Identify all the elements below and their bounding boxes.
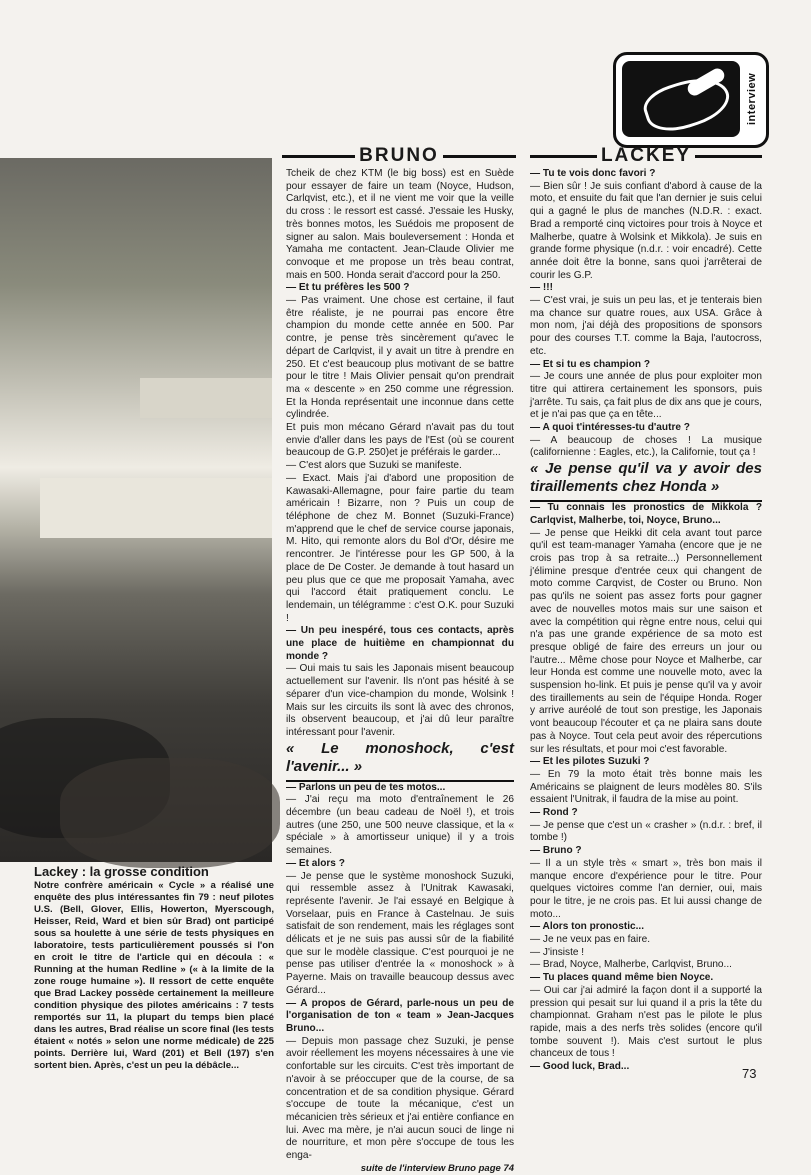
question: — Et alors ? — [286, 857, 345, 869]
paragraph: Et puis mon mécano Gérard n'avait pas du tout envie d'aller dans les pays de l'Est (où se courent beaucoup de G.P. 250)et je préférais le garder... — [286, 422, 514, 459]
paragraph: — Je pense que le système monoshock Suzuki, qui ressemble assez à l'Unitrak Kawasaki, représente l'avenir. Je l'ai essayé en Belgique à Vorselaar, puis en France à Castelnau. Je suis satisfait de son rendement, mais les réglages sont délicats et je ne suis pas aussi sûr de la fiabilité que sur le modèle classique. C'est pourquoi je ne pense pas utiliser d'entrée la « monoshock » à Payerne. Mais on travaille beaucoup dessus avec Gérard... — [286, 870, 514, 996]
paragraph: Tcheik de chez KTM (le big boss) est en Suède pour essayer de faire un team (Noyce, Hudson, Carlqvist, etc.), et il ne vient me voir que la veille du cross : le ressort est cassé. J'essaie les Husky, très bonnes motos, les Suédois me proposent de signer au salon. Mais bouleversement : Honda et Yamaha me contactent. Jean-Claude Olivier me convoque et me propose un très beau contrat, mais en 500. Honda serait d'accord pour la 250. — [286, 168, 514, 281]
paragraph: — Exact. Mais j'ai d'abord une proposition de Kawasaki-Allemagne, pour faire partie du team américain ! Bizarre, non ? Puis un coup de téléphone de chez M. Bonnet (Suzuki-France) m'apprend que le chef de service course japonais, M. Hito, qui remonte alors du Bol d'Or, désire me rencontrer. Je l'intéresse pour les GP 500, à la place de De Coster. Je demande à tout hasard un peu plus que ce que me proposait Yamaha, avec qui l'accord était pratiquement conclu. Le lendemain, un télégramme : c'est O.K. pour Suzuki ! — [286, 472, 514, 624]
question: — Rond ? — [530, 807, 578, 819]
paragraph: — Il a un style très « smart », très bon mais il manque encore d'expérience pour le titre. Pour quelques victoires comme l'an dernier, oui, mais pour le titre, je ne crois pas. Et lui aussi change de moto... — [530, 857, 762, 920]
paragraph: — J'insiste ! — [530, 946, 585, 958]
heading-bruno — [282, 146, 516, 166]
question: — Alors ton pronostic... — [530, 921, 645, 933]
question: — Et les pilotes Suzuki ? — [530, 756, 650, 768]
column-bruno — [286, 168, 514, 1175]
paragraph: — Je ne veux pas en faire. — [530, 934, 651, 946]
paragraph: — J'ai reçu ma moto d'entraînement le 26 décembre (un beau cadeau de Noël !), et trois autres (une 250, une 500 neuve classique, et la « spéciale » à amortisseur unique) il y a trois semaines. — [286, 794, 514, 857]
question: — Et si tu es champion ? — [530, 358, 651, 370]
question: — Un peu inespéré, tous ces contacts, après une place de huitième en championnat du monde ? — [286, 625, 514, 662]
paragraph: — Je pense que c'est un « crasher » (n.d.r. : bref, il tombe !) — [530, 819, 762, 844]
pull-quote: « Le monoshock, c'est l'avenir... » — [286, 740, 514, 782]
paragraph: — Je cours une année de plus pour exploiter mon titre qui attirera certainement les sponsors, puis j'arrête. Tu sais, ça fait plus de dix ans que je cours, et je n'ai pas que ça en tête... — [530, 371, 762, 421]
logo-label: interview — [746, 72, 758, 126]
question: — Et tu préfères les 500 ? — [286, 282, 410, 294]
caption-body: Notre confrère américain « Cycle » a réalisé une enquête des plus intéressantes fin 79 : neuf pilotes U.S. (Bell, Glover, Ellis, Howerton, Myerscough, Heisser, Reid, Ward et bien sûr Brad) ont participé sous sa houlette à une série de tests physiques en laboratoire, tests particulièrement poussés si l'on en croit le titre de l'article qui en découla : « Running at the human Redline » (« à la limite de la zone rouge humaine »). Il ressort de cette enquête que Brad Lackey possède certainement la meilleure condition physique des pilotes américains : 7 tests remportés sur 11, la plupart du temps bien placé dans les autres, Brad réalise un score final (les tests étaient « notés » selon une norme médicale) de 225 points. Derrière lui, Ward (201) et Bell (197) s'en sortent bien. Après, c'est un peu la débâcle... — [34, 880, 274, 1071]
paragraph: — Pas vraiment. Une chose est certaine, il faut être réaliste, je ne pourrai pas encore être champion du monde cette année en 500. Par contre, je pense très sincèrement qu'avec le départ de Carlqvist, il y avait un titre à prendre en 250. Et c'est beaucoup plus motivant de se battre pour le titre ! Mais Olivier pensait qu'on prendrait ma « descente » en 250 comme une régression. Et la Honda représentait une inconnue dans cette cylindrée. — [286, 295, 514, 421]
heading-bruno-text: BRUNO — [359, 145, 439, 166]
paragraph: — Brad, Noyce, Malherbe, Carlqvist, Bruno... — [530, 959, 732, 971]
caption-box — [34, 866, 274, 1072]
paragraph: — En 79 la moto était très bonne mais les Américains se plaignent de leurs modèles 80. S'ils essaient l'Unitrak, il faudra de la mise au point. — [530, 768, 762, 806]
question: — Parlons un peu de tes motos... — [286, 781, 446, 793]
paragraph: — Bien sûr ! Je suis confiant d'abord à cause de la moto, et ensuite du fait que l'an dernier je suis celui qui a gagné le plus de manches (N.D.R. : exact. Brad a remporté cinq victoires pour trois à Noyce et Malherbe, quatre à Wolsink et Mikkola). Je suis en grande forme physique (n.d.r. : voir encadré). Cette année doit être la bonne, sans quoi j'arrêterai de courir les G.P. — [530, 180, 762, 281]
question: — Bruno ? — [530, 845, 582, 857]
continued-note: suite de l'interview Bruno page 74 — [360, 1162, 514, 1174]
question: — !!! — [530, 282, 553, 294]
question: — Good luck, Brad... — [530, 1061, 630, 1073]
paragraph: — A beaucoup de choses ! La musique (californienne : Eagles, etc.), la Californie, tout ça ! — [530, 434, 762, 459]
paragraph: — Oui car j'ai admiré la façon dont il a supporté la pression qui pesait sur lui quand il a pris la tête du championnat. Graham n'est pas le pilote le plus rapide, mais a des nerfs très solides (encore qu'il tombe souvent !). Mais c'est surtout le plus chanceux de tous ! — [530, 984, 762, 1060]
paragraph: — C'est vrai, je suis un peu las, et je tenterais bien ma chance sur quatre roues, aux USA. Grâce à mon nom, j'ai déjà des propositions de sponsors pour des courses T.T. comme la Baja, l'autocross, etc. — [530, 295, 762, 357]
heading-lackey-text: LACKEY — [600, 145, 692, 166]
race-photo — [0, 158, 272, 862]
paragraph: — Je pense que Heikki dit cela avant tout parce qu'il est team-manager Yamaha (encore que je ne crois pas trop à sa retraite...) Personnellement j'élimine presque d'entrée ceux qui changent de moto comme Carqvist, de Coster ou Bruno. Non pas qu'ils ne soient pas assez forts pour gagner avec de nouvelles motos mais sur une saison et avec la compétition qui règne entre nous, celui qui n'a pas une grande expérience de sa moto est presque obligé de faire des erreurs un jour ou l'autre... Même chose pour Noyce et Malherbe, car leur Honda est comme une nouvelle moto, avec la suspension ho-link. Et puis je pense qu'il va y avoir des tiraillements au sein de l'équipe Honda. Roger y arrive auréolé de tout son prestige, les Japonais vont beaucoup l'écouter et ça ne plaira sans doute pas à Noyce. Tout cela peut avoir des répercutions sur les résultats, et pour moi c'est favorable. — [530, 527, 762, 755]
question: — Tu connais les pronostics de Mikkola ? Carlqvist, Malherbe, toi, Noyce, Bruno... — [530, 502, 762, 526]
question: — A propos de Gérard, parle-nous un peu de l'organisation de ton « team » Jean-Jacques Bruno... — [286, 997, 514, 1034]
column-lackey — [530, 168, 762, 1074]
page-number: 73 — [742, 1066, 757, 1081]
question: — A quoi t'intéresses-tu d'autre ? — [530, 422, 690, 434]
question: — Tu places quand même bien Noyce. — [530, 972, 714, 984]
pull-quote: « Je pense qu'il va y avoir des tiraillements chez Honda » — [530, 460, 762, 502]
paragraph: — Oui mais tu sais les Japonais misent beaucoup actuellement sur l'avenir. Ils n'ont pas hésité à se séparer d'un vice-champion du monde, Wolsink ! Mais sur les circuits ils sont là avec des chronos, ils observent beaucoup, et j'ai dû leur paraître intéressant pour l'avenir. — [286, 663, 514, 738]
heading-lackey — [530, 146, 762, 166]
paragraph: — C'est alors que Suzuki se manifeste. — [286, 460, 462, 472]
interview-logo — [613, 52, 769, 148]
question: — Tu te vois donc favori ? — [530, 168, 656, 179]
paragraph: — Depuis mon passage chez Suzuki, je pense avoir réellement les moyens nécessaires à une vie confortable sur les circuits. C'est très important de n'avoir à se préoccuper que de la course, de sa concentration et de sa condition physique. Gérard s'occupe de toute la mécanique, c'est un mécanicien très sérieux et j'ai entière confiance en lui. Avec ma mère, je n'ai aucun souci de linge ni de nourriture, et mon père s'occupe de tous les enga- — [286, 1035, 514, 1162]
caption-title: Lackey : la grosse condition — [34, 864, 209, 879]
microphone-hand-icon — [622, 61, 740, 137]
